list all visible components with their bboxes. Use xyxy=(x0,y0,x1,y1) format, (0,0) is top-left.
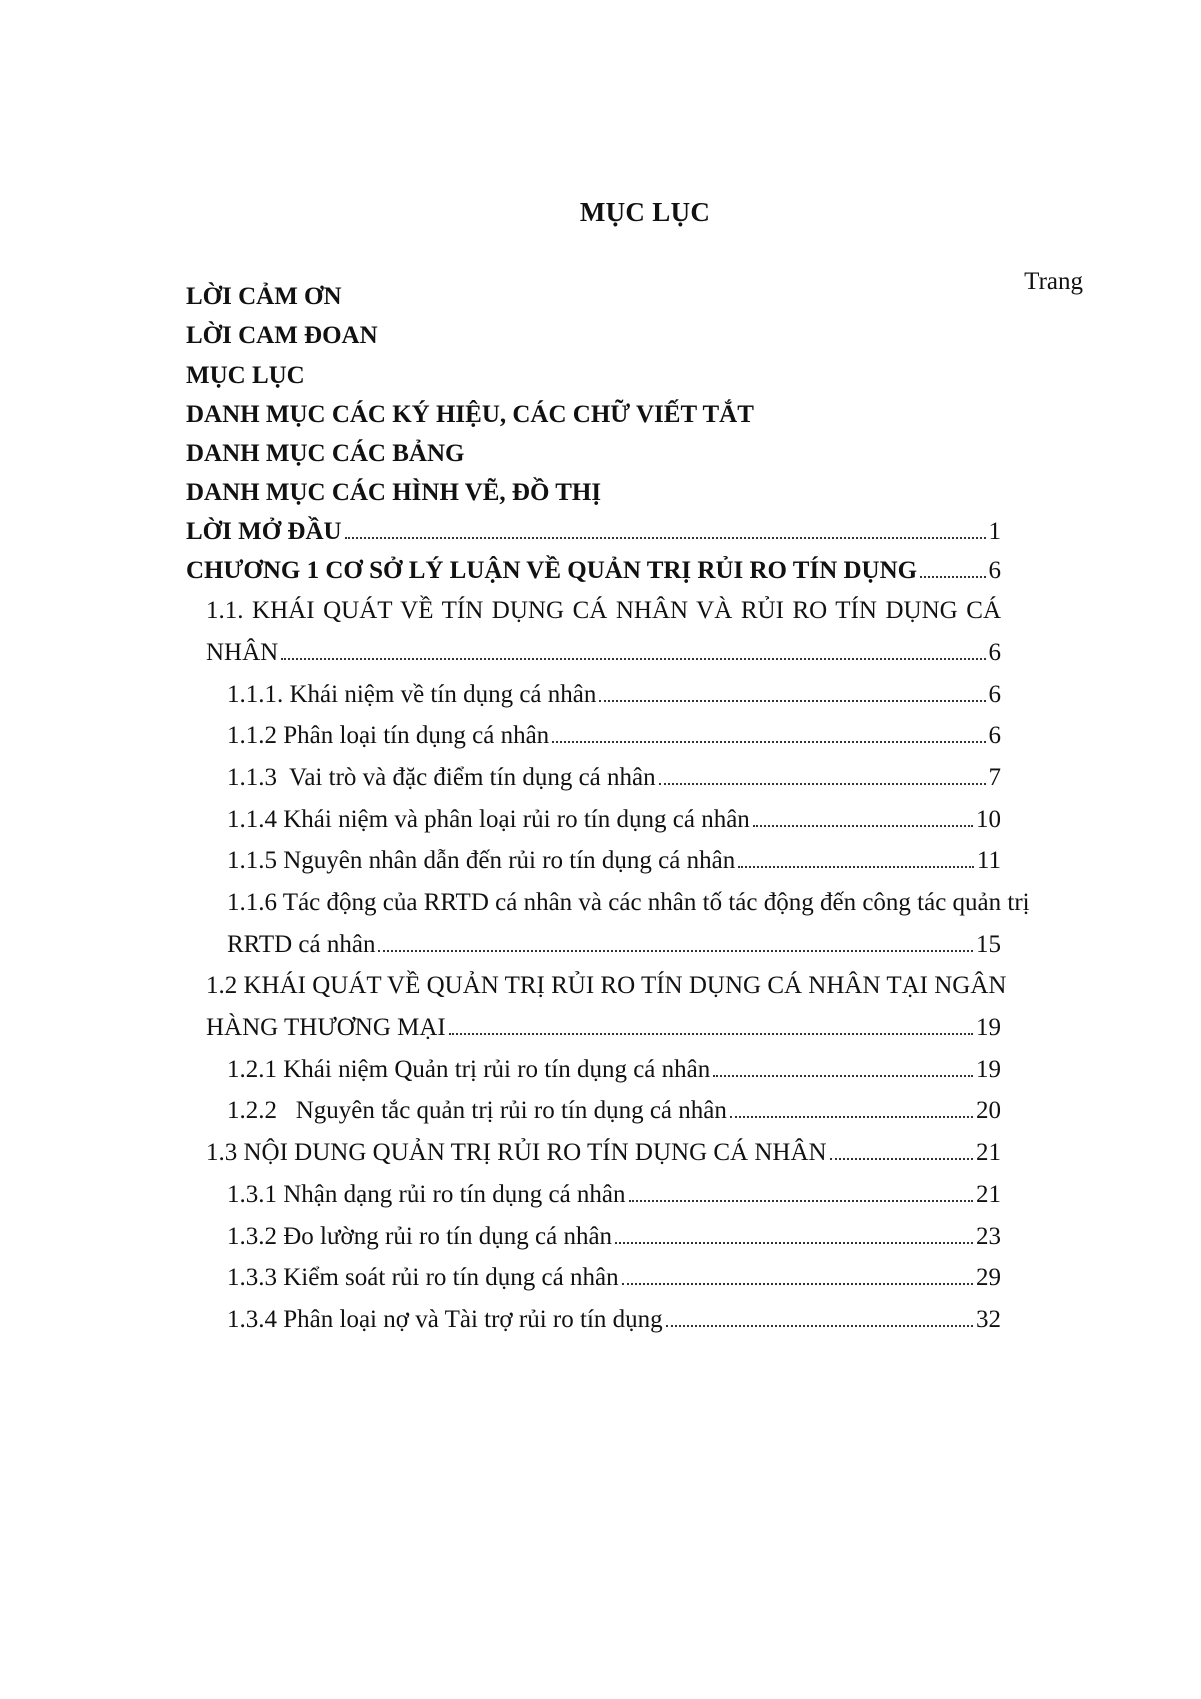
toc-label: 1.3.4 Phân loại nợ và Tài trợ rủi ro tín dụng xyxy=(227,1306,663,1333)
toc-label: 1.2.1 Khái niệm Quản trị rủi ro tín dụng cá nhân xyxy=(227,1056,711,1083)
toc-label: 1.3.1 Nhận dạng rủi ro tín dụng cá nhân xyxy=(227,1181,626,1208)
dot-leader xyxy=(659,783,986,785)
toc-page-number: 11 xyxy=(976,847,1001,874)
toc-row-1-1-4 xyxy=(227,807,1001,832)
toc-label: 1.3 NỘI DUNG QUẢN TRỊ RỦI RO TÍN DỤNG CÁ NHÂN xyxy=(206,1139,827,1166)
dot-leader xyxy=(730,1116,973,1118)
toc-row-1-3-1 xyxy=(227,1182,1001,1207)
toc-page-number: 15 xyxy=(976,931,1001,958)
dot-leader xyxy=(615,1242,973,1244)
toc-row-1-3-2 xyxy=(227,1224,1001,1249)
dot-leader xyxy=(449,1033,973,1035)
toc-page-number: 6 xyxy=(988,557,1001,584)
page-column-header: Trang xyxy=(1024,268,1083,295)
dot-leader xyxy=(830,1158,973,1160)
toc-row-1-1-6-line1: 1.1.6 Tác động của RRTD cá nhân và các nhân tố tác động đến công tác quản trị xyxy=(227,889,1030,916)
dot-leader xyxy=(345,537,986,539)
toc-entry-muc-luc: MỤC LỤC xyxy=(186,362,305,389)
toc-label: 1.1.5 Nguyên nhân dẫn đến rủi ro tín dụng cá nhân xyxy=(227,847,736,874)
dot-leader xyxy=(738,866,974,868)
toc-label: 1.1.4 Khái niệm và phân loại rủi ro tín dụng cá nhân xyxy=(227,806,750,833)
toc-row-1-1-5 xyxy=(227,848,1001,873)
toc-page-number: 6 xyxy=(988,681,1001,708)
toc-title: MỤC LỤC xyxy=(579,197,711,227)
toc-page-number: 19 xyxy=(976,1056,1001,1083)
dot-leader xyxy=(552,741,985,743)
dot-leader xyxy=(281,658,985,660)
toc-row-1-3 xyxy=(206,1140,1001,1165)
toc-page-number: 19 xyxy=(976,1014,1001,1041)
toc-row-1-1-line1: 1.1. KHÁI QUÁT VỀ TÍN DỤNG CÁ NHÂN VÀ RỦI RO TÍN DỤNG CÁ xyxy=(206,597,1001,624)
dot-leader xyxy=(713,1075,973,1077)
toc-page-number: 6 xyxy=(988,639,1001,666)
toc-label: RRTD cá nhân xyxy=(227,931,376,958)
toc-row-1-2-line2 xyxy=(206,1015,1001,1040)
toc-row-1-2-line1: 1.2 KHÁI QUÁT VỀ QUẢN TRỊ RỦI RO TÍN DỤNG CÁ NHÂN TẠI NGÂN xyxy=(206,972,1007,999)
toc-page-number: 20 xyxy=(976,1097,1001,1124)
toc-entry-danh-muc-hinh-ve: DANH MỤC CÁC HÌNH VẼ, ĐỒ THỊ xyxy=(186,479,602,506)
dot-leader xyxy=(666,1325,973,1327)
toc-row-loi-mo-dau xyxy=(186,519,1001,544)
toc-page-number: 21 xyxy=(976,1139,1001,1166)
toc-page-number: 7 xyxy=(988,764,1001,791)
toc-label: LỜI MỞ ĐẦU xyxy=(186,518,342,545)
toc-label: CHƯƠNG 1 CƠ SỞ LÝ LUẬN VỀ QUẢN TRỊ RỦI RO TÍN DỤNG xyxy=(186,557,918,584)
toc-label: 1.1.2 Phân loại tín dụng cá nhân xyxy=(227,722,550,749)
dot-leader xyxy=(378,950,973,952)
toc-entry-danh-muc-ky-hieu: DANH MỤC CÁC KÝ HIỆU, CÁC CHỮ VIẾT TẮT xyxy=(186,401,754,428)
toc-label: 1.1.3 Vai trò và đặc điểm tín dụng cá nhân xyxy=(227,764,656,791)
toc-page-number: 23 xyxy=(976,1223,1001,1250)
toc-label: 1.2.2 Nguyên tắc quản trị rủi ro tín dụng cá nhân xyxy=(227,1097,727,1124)
toc-row-1-1-line2 xyxy=(206,640,1001,665)
toc-label: NHÂN xyxy=(206,639,279,666)
toc-label: 1.1.1. Khái niệm về tín dụng cá nhân xyxy=(227,681,597,708)
toc-entry-danh-muc-bang: DANH MỤC CÁC BẢNG xyxy=(186,440,465,467)
toc-row-1-2-2 xyxy=(227,1098,1001,1123)
toc-row-1-3-3 xyxy=(227,1265,1001,1290)
toc-page-number: 29 xyxy=(976,1264,1001,1291)
dot-leader xyxy=(599,700,985,702)
toc-page-number: 32 xyxy=(976,1306,1001,1333)
toc-row-chapter-1 xyxy=(186,558,1001,583)
toc-row-1-3-4 xyxy=(227,1307,1001,1332)
toc-page-number: 1 xyxy=(988,518,1001,545)
toc-label: 1.3.2 Đo lường rủi ro tín dụng cá nhân xyxy=(227,1223,613,1250)
dot-leader xyxy=(920,576,985,578)
toc-row-1-1-2 xyxy=(227,723,1001,748)
toc-entry-loi-cam-on: LỜI CẢM ƠN xyxy=(186,283,342,310)
toc-page-number: 6 xyxy=(988,722,1001,749)
toc-row-1-1-3 xyxy=(227,765,1001,790)
dot-leader xyxy=(629,1200,973,1202)
dot-leader xyxy=(622,1283,973,1285)
toc-row-1-1-1 xyxy=(227,682,1001,707)
toc-row-1-2-1 xyxy=(227,1057,1001,1082)
dot-leader xyxy=(753,825,973,827)
toc-entry-loi-cam-doan: LỜI CAM ĐOAN xyxy=(186,322,378,349)
toc-page-number: 10 xyxy=(976,806,1001,833)
toc-row-1-1-6-line2 xyxy=(227,932,1001,957)
toc-page-number: 21 xyxy=(976,1181,1001,1208)
toc-label: 1.3.3 Kiểm soát rủi ro tín dụng cá nhân xyxy=(227,1264,619,1291)
toc-label: HÀNG THƯƠNG MẠI xyxy=(206,1014,446,1041)
